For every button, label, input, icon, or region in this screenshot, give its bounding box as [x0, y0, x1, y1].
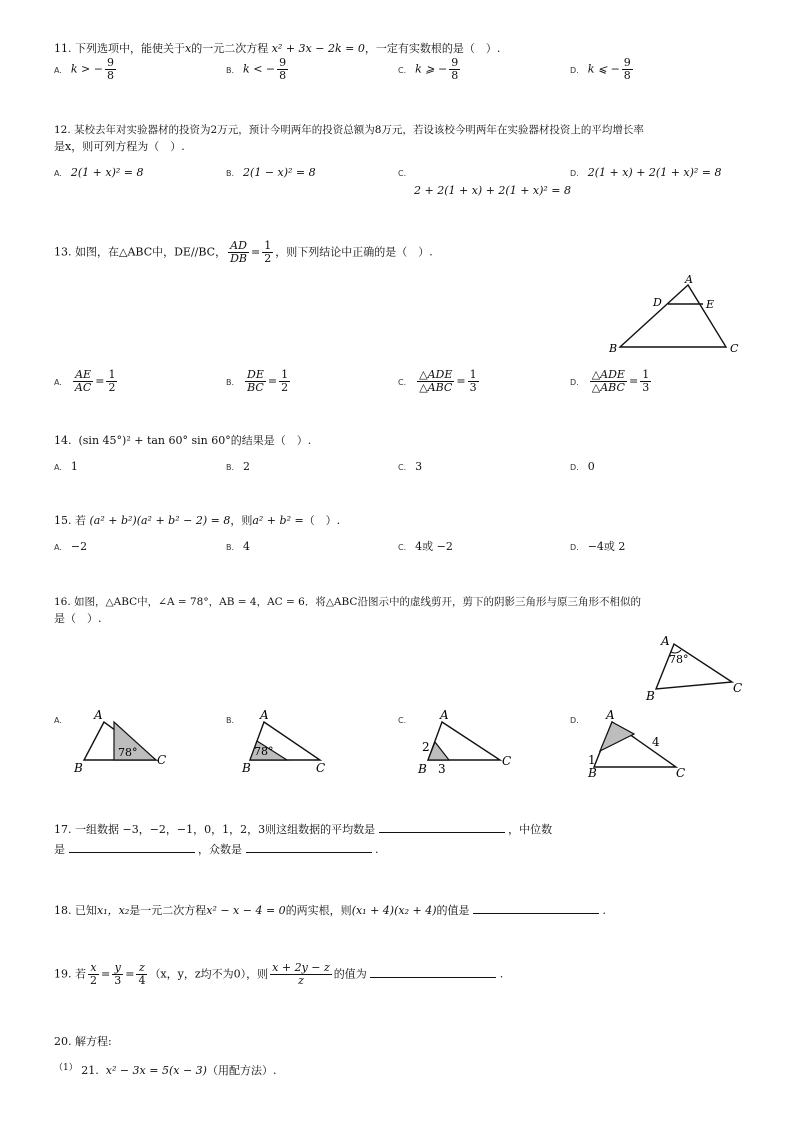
- mode-answer-blank[interactable]: [246, 842, 372, 853]
- q16-option-a-figure[interactable]: [72, 705, 182, 775]
- q16-option-a-letter[interactable]: A.: [54, 716, 62, 725]
- label-b: B: [588, 766, 597, 780]
- mean-answer-blank[interactable]: [379, 822, 505, 833]
- q12-stem-line1: 12. 某校去年对实验器材的投资为2万元，预计今明两年的投资总额为8万元，若设该校今明两年在实验器材投资上的平均增长率: [54, 124, 644, 136]
- q15-option-a[interactable]: A. −2: [54, 540, 88, 553]
- q13-stem: 13. 如图，在△ABC中，DE//BC， $\frac{AD}{DB}$ = $\frac{1}{2}$ ，则下列结论中正确的是（ ）.: [54, 239, 433, 265]
- q11-option-d[interactable]: D. k ⩽ − $\frac{9}{8}$: [570, 56, 631, 82]
- q13-option-b[interactable]: B. $\frac{DE}{BC}$ = $\frac{1}{2}$: [226, 368, 289, 394]
- label-b: B: [609, 342, 618, 355]
- q12-option-c[interactable]: C.: [398, 169, 407, 178]
- label-a: A: [661, 634, 670, 648]
- q20-sub1: $^{(1)}$ 21. x² − 3x = 5(x − 3)（用配方法）.: [54, 1063, 277, 1077]
- q17-line2: 是 ，众数是 .: [54, 843, 379, 856]
- q16-option-d-figure[interactable]: [584, 705, 704, 780]
- q17-line1: 17. 一组数据 −3，−2，−1，0，1，2，3则这组数据的平均数是 ，中位数: [54, 823, 553, 836]
- median-answer-blank[interactable]: [69, 842, 195, 853]
- label-e: E: [706, 298, 715, 311]
- q14-option-c[interactable]: C. 3: [398, 460, 423, 473]
- label-a: A: [685, 273, 693, 286]
- label-b: B: [242, 761, 251, 775]
- label-one: 1: [588, 753, 596, 767]
- q14-option-d[interactable]: D. 0: [570, 460, 595, 473]
- label-c: C: [730, 342, 739, 355]
- q14-option-b[interactable]: B. 2: [226, 460, 251, 473]
- q12-stem-line2: 是x，则可列方程为（ ）.: [54, 140, 185, 153]
- main-triangle: [656, 644, 732, 689]
- label-angle: 78°: [669, 653, 689, 666]
- q13-option-d[interactable]: D. $\frac{\text{△ADE}}{\text{△ABC}}$ = $\frac{1}{3}$: [570, 368, 650, 394]
- label-c: C: [676, 766, 686, 780]
- label-a: A: [440, 708, 449, 722]
- q16-option-c-letter[interactable]: C.: [398, 716, 407, 725]
- shaded-triangle: [428, 742, 449, 760]
- label-a: A: [94, 708, 103, 722]
- q12-option-a[interactable]: A. 2(1 + x)² = 8: [54, 166, 144, 179]
- q16-stem-line2: 是（ ）.: [54, 612, 102, 625]
- label-c: C: [157, 753, 167, 767]
- q11-option-c[interactable]: C. k ⩾ − $\frac{9}{8}$: [398, 56, 459, 82]
- label-four: 4: [652, 735, 660, 749]
- label-c: C: [502, 754, 512, 768]
- label-b: B: [74, 761, 83, 775]
- label-angle: 78°: [254, 745, 274, 758]
- q11-stem: 11. 下列选项中，能使关于x的一元二次方程 x² + 3x − 2k = 0，一定有实数根的是（ ）.: [54, 42, 501, 55]
- label-c: C: [733, 681, 743, 695]
- q14-stem: 14. (sin 45°)² + tan 60° sin 60°的结果是（ ）.: [54, 434, 312, 447]
- label-b: B: [418, 762, 427, 776]
- q16-option-b-letter[interactable]: B.: [226, 716, 235, 725]
- q13-option-c[interactable]: C. $\frac{\text{△ADE}}{\text{△ABC}}$ = $\frac{1}{3}$: [398, 368, 477, 394]
- label-b: B: [646, 689, 655, 703]
- q15-option-c[interactable]: C. 4或 −2: [398, 540, 453, 553]
- q16-stem-line1: 16. 如图，△ABC中，∠A = 78°，AB = 4，AC = 6．将△ABC沿图示中的虚线剪开，剪下的阴影三角形与原三角形不相似的: [54, 596, 641, 608]
- triangle-abc: [620, 285, 726, 347]
- q19-answer-blank[interactable]: [370, 967, 496, 978]
- q15-option-d[interactable]: D. −4或 2: [570, 540, 626, 553]
- label-two: 2: [422, 740, 430, 754]
- q11-option-a[interactable]: A. k > − $\frac{9}{8}$: [54, 56, 114, 82]
- q18-answer-blank[interactable]: [473, 903, 599, 914]
- shaded-triangle: [600, 722, 634, 751]
- label-three: 3: [438, 762, 446, 776]
- q12-option-d[interactable]: D. 2(1 + x) + 2(1 + x)² = 8: [570, 166, 722, 179]
- q15-stem: 15. 若 (a² + b²)(a² + b² − 2) = 8，则a² + b² =（ ）.: [54, 514, 341, 527]
- q14-option-a[interactable]: A. 1: [54, 460, 78, 473]
- q13-triangle-figure: [606, 275, 756, 360]
- q16-option-d-letter[interactable]: D.: [570, 716, 579, 725]
- q16-option-c-figure[interactable]: [414, 705, 534, 775]
- label-c: C: [316, 761, 326, 775]
- q16-option-b-figure[interactable]: [240, 705, 350, 775]
- q12-option-b[interactable]: B. 2(1 − x)² = 8: [226, 166, 316, 179]
- q13-option-a[interactable]: A. $\frac{AE}{AC}$ = $\frac{1}{2}$: [54, 368, 116, 394]
- q15-option-b[interactable]: B. 4: [226, 540, 251, 553]
- label-a: A: [260, 708, 269, 722]
- q11-option-b[interactable]: B. k < − $\frac{9}{8}$: [226, 56, 287, 82]
- q19-stem: 19. 若 $\frac{x}{2}$ = $\frac{y}{3}$ = $\frac{z}{4}$ （x，y，z均不为0），则 $\frac{x + 2y - z}{z}$ 的值为 .: [54, 961, 504, 987]
- q16-main-triangle-figure: [644, 634, 754, 704]
- q12-option-c-text[interactable]: 2 + 2(1 + x) + 2(1 + x)² = 8: [414, 184, 572, 197]
- label-d: D: [653, 296, 662, 309]
- q18-stem: 18. 已知x₁，x₂是一元二次方程x² − x − 4 = 0的两实根，则(x₁ + 4)(x₂ + 4)的值是 .: [54, 904, 606, 917]
- label-angle: 78°: [118, 746, 138, 759]
- label-a: A: [606, 708, 615, 722]
- q20-title: 20. 解方程:: [54, 1035, 112, 1048]
